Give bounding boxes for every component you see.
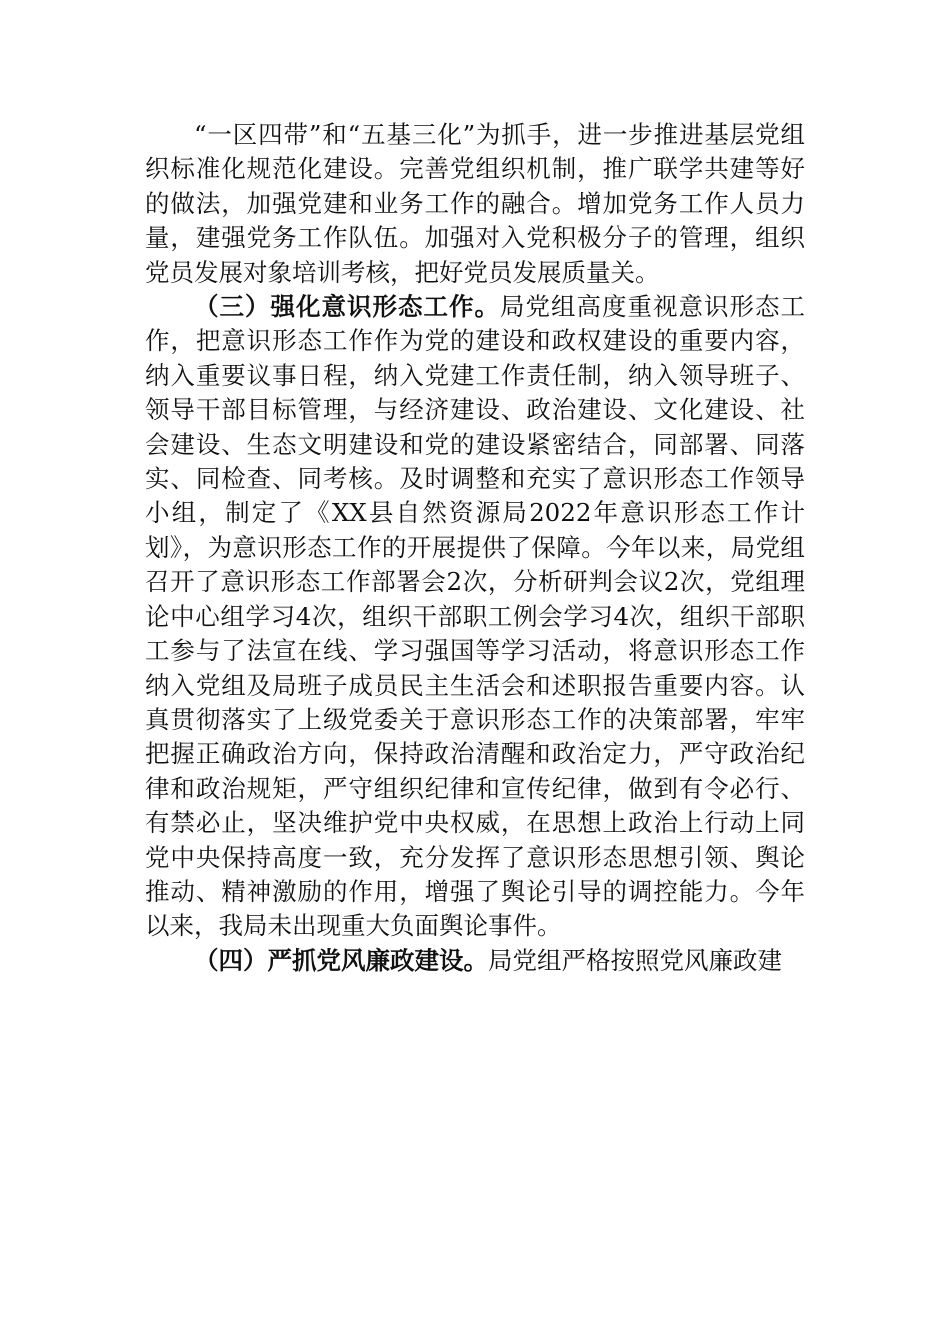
document-body	[145, 118, 805, 978]
paragraph-body: 局党组严格按照党风廉政建	[488, 945, 782, 975]
paragraph-body: “一区四带”和“五基三化”为抓手，进一步推进基层党组织标准化规范化建设。完善党组织机制，推广联学共建等好的做法，加强党建和业务工作的融合。增加党务工作人员力量，建强党务工作队伍。加强对入党积极分子的管理，组织党员发展对象培训考核，把好党员发展质量关。	[145, 120, 805, 287]
paragraph-party-organization	[145, 118, 805, 290]
paragraph-ideology-work	[145, 290, 805, 944]
paragraph-clean-governance	[145, 944, 805, 978]
section-heading: （四）严抓党风廉政建设。	[194, 945, 488, 975]
paragraph-body: 局党组高度重视意识形态工作，把意识形态工作作为党的建设和政权建设的重要内容，纳入重要议事日程，纳入党建工作责任制，纳入领导班子、领导干部目标管理，与经济建设、政治建设、文化建设、社会建设、生态文明建设和党的建设紧密结合，同部署、同落实、同检查、同考核。及时调整和充实了意识形态工作领导小组，制定了《XX县自然资源局2022年意识形态工作计划》，为意识形态工作的开展提供了保障。今年以来，局党组召开了意识形态工作部署会2次，分析研判会议2次，党组理论中心组学习4次，组织干部职工例会学习4次，组织干部职工参与了法宣在线、学习强国等学习活动，将意识形态工作纳入党组及局班子成员民主生活会和述职报告重要内容。认真贯彻落实了上级党委关于意识形态工作的决策部署，牢牢把握正确政治方向，保持政治清醒和政治定力，严守政治纪律和政治规矩，严守组织纪律和宣传纪律，做到有令必行、有禁必止，坚决维护党中央权威，在思想上政治上行动上同党中央保持高度一致，充分发挥了意识形态思想引领、舆论推动、精神激励的作用，增强了舆论引导的调控能力。今年以来，我局未出现重大负面舆论事件。	[145, 292, 805, 941]
section-heading: （三）强化意识形态工作。	[194, 292, 500, 322]
